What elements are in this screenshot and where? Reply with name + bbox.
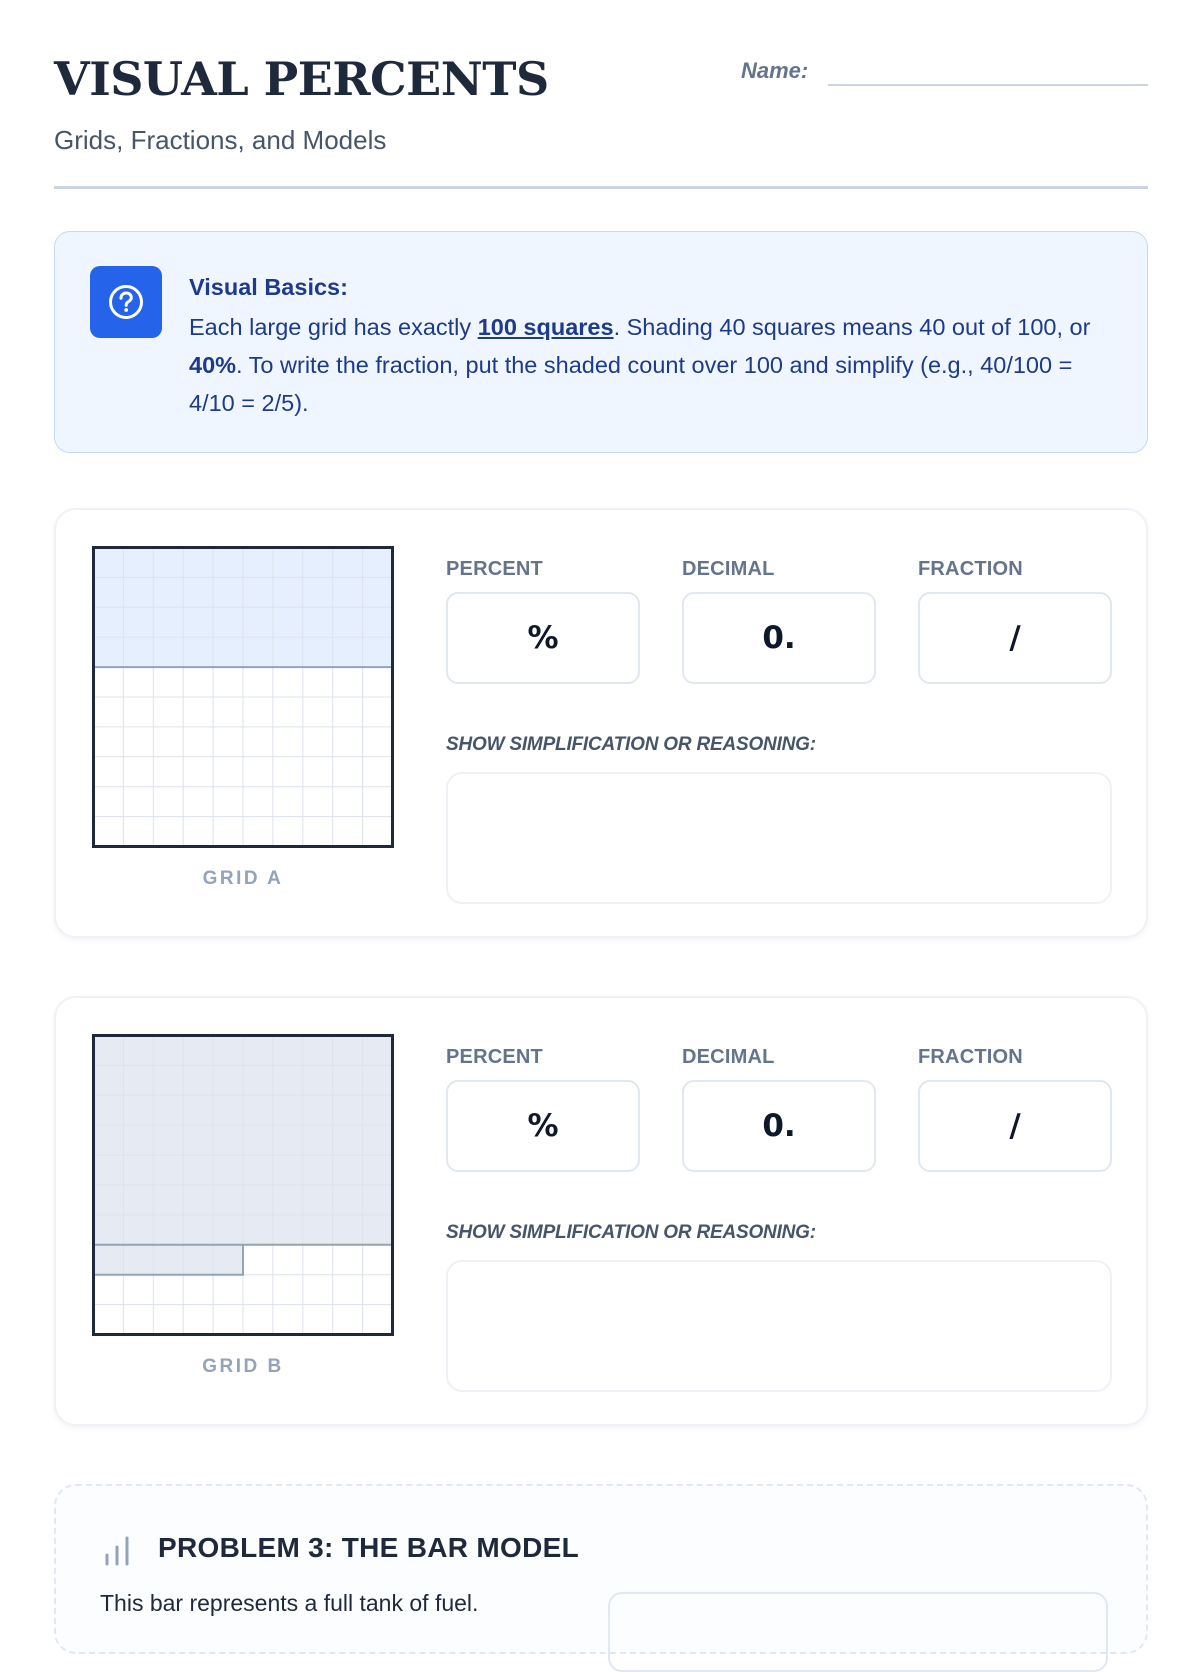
reasoning-input[interactable]	[446, 772, 1112, 904]
problem-card-b	[54, 996, 1148, 1426]
decimal-input[interactable]: 0.	[682, 1080, 876, 1172]
question-icon	[90, 266, 162, 338]
fraction-label: FRACTION	[918, 558, 1023, 580]
emphasis-100-squares: 100 squares	[477, 314, 614, 340]
grid-label: GRID A	[202, 868, 284, 889]
decimal-label: DECIMAL	[682, 558, 775, 580]
percent-input[interactable]: %	[446, 592, 640, 684]
info-text	[189, 268, 1109, 422]
problem-3-text: This bar represents a full tank of fuel.	[100, 1590, 479, 1616]
info-title: Visual Basics:	[189, 274, 348, 300]
name-label: Name:	[741, 58, 809, 83]
page-subtitle: Grids, Fractions, and Models	[54, 125, 387, 155]
decimal-input[interactable]: 0.	[682, 592, 876, 684]
problem-card-3	[54, 1484, 1148, 1654]
shaded-partial-row	[94, 1245, 244, 1275]
decimal-label: DECIMAL	[682, 1046, 775, 1068]
info-box	[54, 231, 1148, 453]
percent-label: PERCENT	[446, 1046, 543, 1068]
percent-label: PERCENT	[446, 558, 543, 580]
fraction-input[interactable]: /	[918, 592, 1112, 684]
bar-chart-icon	[102, 1534, 136, 1573]
percent-input[interactable]: %	[446, 1080, 640, 1172]
hundred-grid-a	[92, 546, 394, 848]
reasoning-label: SHOW SIMPLIFICATION OR REASONING:	[446, 1222, 816, 1243]
name-field[interactable]	[828, 84, 1148, 86]
page-title: VISUAL PERCENTS	[54, 52, 549, 106]
grid-label: GRID B	[202, 1356, 284, 1377]
hundred-grid-b	[92, 1034, 394, 1336]
bar-model-box	[608, 1592, 1108, 1672]
reasoning-label: SHOW SIMPLIFICATION OR REASONING:	[446, 734, 816, 755]
fraction-label: FRACTION	[918, 1046, 1023, 1068]
reasoning-input[interactable]	[446, 1260, 1112, 1392]
info-body: Each large grid has exactly 100 squares. Shading 40 squares means 40 out of 100, or 40%. To write the fraction, put the shaded count over 100 and simplify (e.g., 40/100 = 4/10 = 2/5).	[189, 314, 1091, 416]
problem-card-a	[54, 508, 1148, 938]
emphasis-40-percent: 40%	[189, 352, 237, 378]
header-divider	[54, 186, 1148, 189]
fraction-input[interactable]: /	[918, 1080, 1112, 1172]
problem-3-title: PROBLEM 3: THE BAR MODEL	[158, 1532, 579, 1563]
